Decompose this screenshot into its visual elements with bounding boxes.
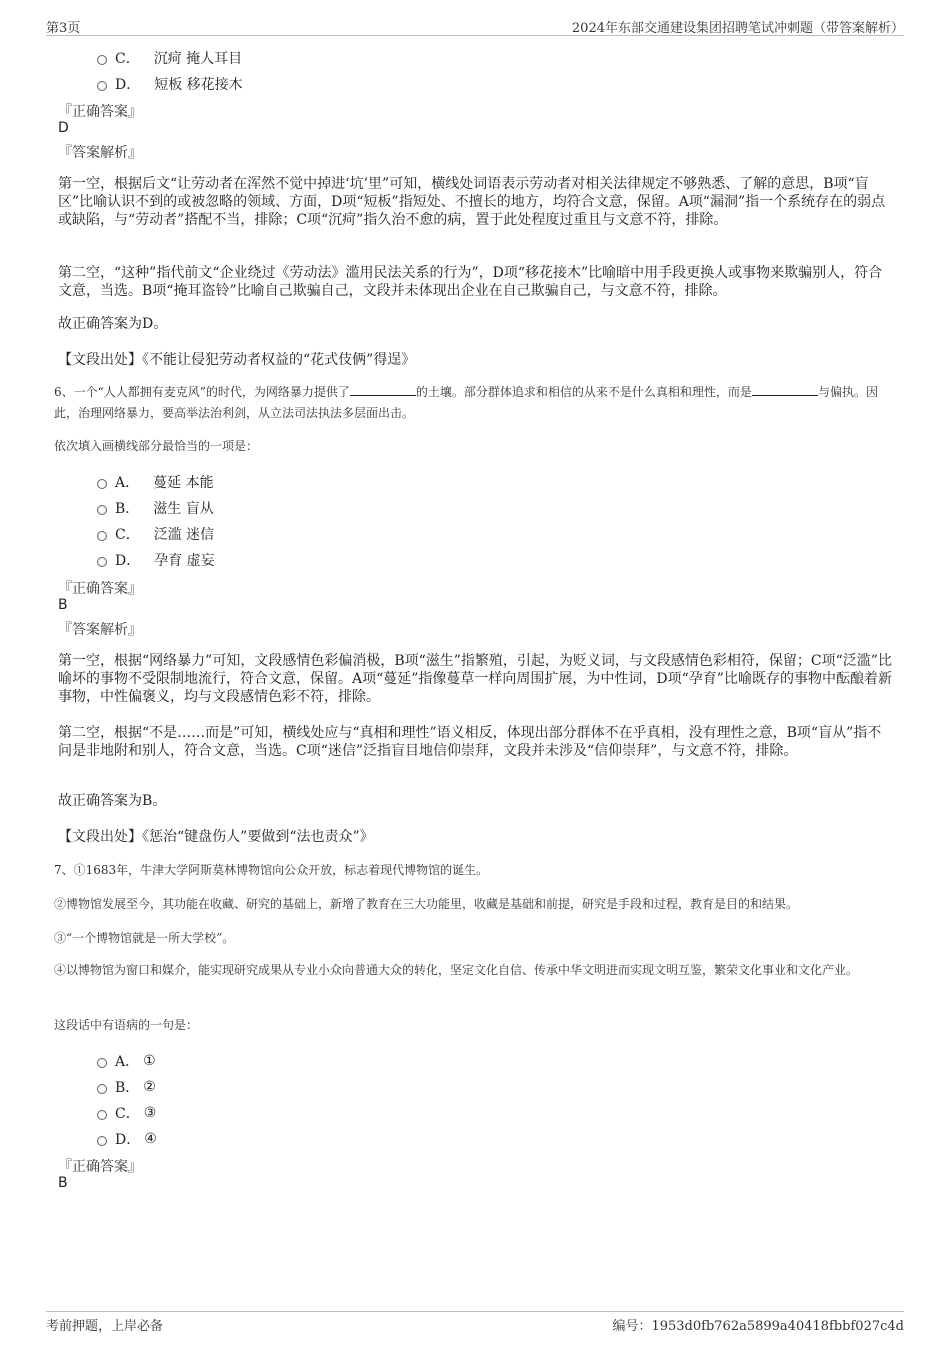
analysis-paragraph: 第一空，根据“网络暴力”可知，文段感情色彩偏消极，B项“滋生”指繁殖，引起，为贬义词，与文段感情色彩相符，保留；C项“泛滥”比喻坏的事物不受限制地流行，符合文意，保留。A项“蔓延”指像蔓草一样向周围扩展，为中性词，D项“孕育”比喻既存的事物中酝酿着新事物，中性偏褒义，均与文段感情色彩不符，排除。 <box>58 653 892 705</box>
radio-icon[interactable] <box>97 479 107 489</box>
analysis-conclusion: 故正确答案为B。 <box>58 793 167 809</box>
analysis-conclusion: 故正确答案为D。 <box>58 316 168 332</box>
analysis-paragraph: 第一空，根据后文“让劳动者在浑然不觉中掉进‘坑’里”可知，横线处词语表示劳动者对相关法律规定不够熟悉、了解的意思，B项“盲区”比喻认识不到的或被忽略的领域、方面，D项“短板”指短处、不擅长的地方，均符合文意，保留。A项“漏洞”指一个系统存在的弱点或缺陷，与“劳动者”搭配不当，排除；C项“沉疴”指久治不愈的病，置于此处程度过重且与文意不符，排除。 <box>58 176 886 228</box>
fill-blank <box>752 383 818 396</box>
radio-icon[interactable] <box>97 1084 107 1094</box>
q7-option-c[interactable]: C． ③ <box>97 1103 156 1123</box>
document-id: 编号：1953d0fb762a5899a40418fbbf027c4d <box>612 1319 904 1334</box>
source-citation: 【文段出处】《不能让侵犯劳动者权益的“花式伎俩”得逞》 <box>58 352 416 368</box>
fill-blank <box>350 383 416 396</box>
footer-slogan: 考前押题，上岸必备 <box>46 1319 164 1334</box>
page-footer <box>46 1311 904 1336</box>
page-number: 第3页 <box>46 21 81 36</box>
radio-icon[interactable] <box>97 557 107 567</box>
document-title: 2024年东部交通建设集团招聘笔试冲刺题（带答案解析） <box>571 21 904 36</box>
radio-icon[interactable] <box>97 1058 107 1068</box>
analysis-paragraph: 第二空，“这种”指代前文“企业绕过《劳动法》滥用民法关系的行为”，D项“移花接木”比喻暗中用手段更换人或事物来欺骗别人，符合文意，当选。B项“掩耳盗铃”比喻自己欺骗自己，文段并未体现出企业在自己欺骗自己，与文意不符，排除。 <box>58 265 883 299</box>
analysis-label: 『答案解析』 <box>58 145 142 161</box>
q6-option-b[interactable]: B． 滋生 盲从 <box>97 498 214 518</box>
question-prompt: 这段话中有语病的一句是： <box>54 1018 199 1032</box>
q6-option-c[interactable]: C． 泛滥 迷信 <box>97 524 214 544</box>
correct-answer: B <box>58 597 68 613</box>
source-citation: 【文段出处】《惩治“键盘伤人”要做到“法也责众”》 <box>58 829 374 845</box>
q6-option-a[interactable]: A． 蔓延 本能 <box>97 472 214 492</box>
q5-option-d[interactable]: D． 短板 移花接木 <box>97 74 243 94</box>
radio-icon[interactable] <box>97 55 107 65</box>
question-sentence: ④以博物馆为窗口和媒介，能实现研究成果从专业小众向普通大众的转化，坚定文化自信、传承中华文明进而实现文明互鉴，繁荣文化事业和文化产业。 <box>54 963 859 977</box>
question-sentence: ②博物馆发展至今，其功能在收藏、研究的基础上，新增了教育在三大功能里，收藏是基础和前提，研究是手段和过程，教育是目的和结果。 <box>54 897 799 911</box>
correct-answer: D <box>58 120 69 136</box>
question-sentence: ③“一个博物馆就是一所大学校”。 <box>54 931 235 945</box>
q7-option-a[interactable]: A． ① <box>97 1051 156 1071</box>
question-stem: 6、一个“人人都拥有麦克风”的时代，为网络暴力提供了 的土壤。部分群体追求和相信的从来不是什么真相和理性，而是 与偏执。因此，治理网络暴力，要高举法治利剑，从立法司法执法多层面出击。 <box>54 385 878 420</box>
analysis-paragraph: 第二空，根据“不是……而是”可知，横线处应与“真相和理性”语义相反，体现出部分群体不在乎真相，没有理性之意，B项“盲从”指不问是非地附和别人，符合文意，当选。C项“迷信”泛指盲目地信仰崇拜，文段并未涉及“信仰崇拜”，与文意不符，排除。 <box>58 725 882 759</box>
correct-answer-label: 『正确答案』 <box>58 1159 142 1175</box>
radio-icon[interactable] <box>97 1136 107 1146</box>
radio-icon[interactable] <box>97 81 107 91</box>
radio-icon[interactable] <box>97 1110 107 1120</box>
correct-answer-label: 『正确答案』 <box>58 104 142 120</box>
q5-option-c[interactable]: C． 沉疴 掩人耳目 <box>97 48 242 68</box>
q7-option-b[interactable]: B． ② <box>97 1077 156 1097</box>
radio-icon[interactable] <box>97 505 107 515</box>
page-header <box>46 15 904 36</box>
question-prompt: 依次填入画横线部分最恰当的一项是： <box>54 439 259 453</box>
analysis-label: 『答案解析』 <box>58 622 142 638</box>
radio-icon[interactable] <box>97 531 107 541</box>
q6-option-d[interactable]: D． 孕育 虚妄 <box>97 550 215 570</box>
question-sentence: 7、①1683年，牛津大学阿斯莫林博物馆向公众开放，标志着现代博物馆的诞生。 <box>54 863 489 877</box>
correct-answer-label: 『正确答案』 <box>58 581 142 597</box>
correct-answer: B <box>58 1175 68 1191</box>
q7-option-d[interactable]: D． ④ <box>97 1129 157 1149</box>
